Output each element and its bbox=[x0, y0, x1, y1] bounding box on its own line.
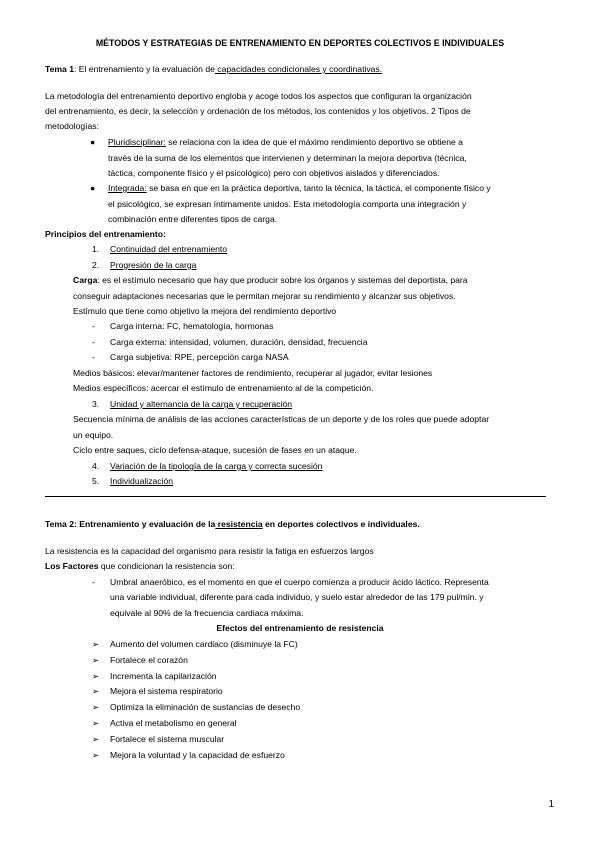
secuencia-line-1: Secuencia mínima de análisis de las acciones características de un deporte y de los roles que puede adoptar bbox=[73, 414, 490, 424]
arrow-icon: ➢ bbox=[92, 750, 100, 760]
carga-externa: Carga externa: intensidad, volumen, duración, densidad, frecuencia bbox=[110, 337, 368, 347]
factores-line bbox=[45, 559, 235, 575]
dash-bullet: - bbox=[92, 577, 95, 587]
efecto-item: Mejora la voluntad y la capacidad de esfuerzo bbox=[110, 750, 285, 760]
dash-bullet: - bbox=[92, 352, 95, 362]
efecto-item: Fortalece el corazón bbox=[110, 655, 188, 665]
efecto-item: Activa el metabolismo en general bbox=[110, 718, 237, 728]
resistencia-definition: La resistencia es la capacidad del organismo para resistir la fatiga en esfuerzos largos bbox=[45, 546, 374, 556]
integ-line-1 bbox=[108, 181, 491, 197]
arrow-icon: ➢ bbox=[92, 702, 100, 712]
intro-line-3: metodologías: bbox=[45, 121, 99, 131]
umbral-line-3: equivale al 90% de la frecuencia cardiaca máxima. bbox=[110, 608, 304, 618]
tema1-heading-link: capacidades condicionales y coordinativas. bbox=[214, 64, 383, 74]
integ-line-3: combinación entre diferentes tipos de carga. bbox=[108, 214, 278, 224]
principle-5: Individualización bbox=[110, 476, 174, 486]
pluri-line-3: táctica, componente físico y el psicológico) pero con objetivos aislados y diferenciados. bbox=[108, 168, 440, 178]
medios-basicos: Medios básicos: elevar/mantener factores de rendimiento, recuperar al jugador, evitar lesiones bbox=[73, 368, 433, 378]
principle-4: Variación de la tipología de la carga y correcta sucesión bbox=[110, 461, 323, 471]
intro-line-2: del entrenamiento, es decir, la selección y ordenación de los métodos, los contenidos y los objetivos. 2 Tipos de bbox=[45, 106, 471, 116]
carga-subjetiva: Carga subjetiva: RPE, percepción carga NASA bbox=[110, 352, 289, 362]
umbral-line-1: Umbral anaeróbico, es el momento en que el cuerpo comienza a producir ácido láctico. Representa bbox=[110, 577, 489, 587]
efecto-item: Optimiza la eliminación de sustancias de desecho bbox=[110, 702, 301, 712]
tema1-heading bbox=[45, 62, 382, 78]
carga-line-2: conseguir adaptaciones necesarias que le permitan mejorar su rendimiento y alcanzar sus objetivos. bbox=[73, 291, 456, 301]
factores-text: que condicionan la resistencia son: bbox=[98, 561, 235, 571]
factores-term: Los Factores bbox=[45, 561, 99, 571]
principle-3-num: 3. bbox=[92, 399, 100, 409]
estimulo-line: Estímulo que tiene como objetivo la mejora del rendimiento deportivo bbox=[73, 306, 337, 316]
carga-interna: Carga interna: FC, hematología, hormonas bbox=[110, 321, 274, 331]
efecto-item: Mejora el sistema respiratorio bbox=[110, 686, 223, 696]
pluri-line-1 bbox=[108, 135, 463, 151]
carga-term: Carga bbox=[73, 275, 98, 285]
bullet-dot: ● bbox=[90, 137, 96, 147]
bullet-dot: ● bbox=[90, 183, 96, 193]
medios-especificos: Medios específicos: acercar el estímulo de entrenamiento al de la competición. bbox=[73, 383, 374, 393]
umbral-line-2: una variable individual, diferente para cada individuo, y suelo estar alrededor de las 179 pul/min. y bbox=[110, 592, 484, 602]
integ-line-2: el psicológico, se expresan íntimamente unidos. Esta metodología comporta una integración y bbox=[108, 199, 467, 209]
arrow-icon: ➢ bbox=[92, 734, 100, 744]
principle-2: Progresión de la carga bbox=[110, 260, 197, 270]
principle-4-num: 4. bbox=[92, 461, 100, 471]
tema2-label: Tema 2: Entrenamiento y evaluación de la bbox=[45, 519, 216, 529]
section-divider bbox=[45, 496, 546, 497]
efecto-item: Fortalece el sistema muscular bbox=[110, 734, 225, 744]
secuencia-line-2: un equipo. bbox=[73, 430, 114, 440]
principle-3: Unidad y alternancia de la carga y recuperación bbox=[110, 399, 293, 409]
pluri-term: Pluridisciplinar: bbox=[108, 137, 166, 147]
tema2-heading bbox=[45, 517, 420, 533]
efecto-item: Aumento del volumen cardiaco (disminuye la FC) bbox=[110, 639, 298, 649]
principle-1-num: 1. bbox=[92, 244, 100, 254]
arrow-icon: ➢ bbox=[92, 655, 100, 665]
tema1-heading-text: : El entrenamiento y la evaluación de bbox=[73, 64, 215, 74]
dash-bullet: - bbox=[92, 337, 95, 347]
carga-line-1 bbox=[73, 273, 468, 289]
arrow-icon: ➢ bbox=[92, 718, 100, 728]
efectos-title: Efectos del entrenamiento de resistencia bbox=[216, 623, 384, 633]
pluri-text: se relaciona con la idea de que el máximo rendimiento deportivo se obtiene a bbox=[165, 137, 463, 147]
efecto-item: Incrementa la capilarización bbox=[110, 671, 217, 681]
tema2-heading-text: en deportes colectivos e individuales. bbox=[262, 519, 420, 529]
document-title: MÉTODOS Y ESTRATEGIAS DE ENTRENAMIENTO EN DEPORTES COLECTIVOS E INDIVIDUALES bbox=[95, 38, 505, 48]
pluri-line-2: través de la suma de los elementos que intervienen y determinan la mejora deportiva (técnica, bbox=[108, 153, 467, 163]
dash-bullet: - bbox=[92, 321, 95, 331]
principios-heading: Principios del entrenamiento: bbox=[45, 229, 166, 239]
integ-term: Integrada: bbox=[108, 183, 147, 193]
principle-5-num: 5. bbox=[92, 476, 100, 486]
principle-2-num: 2. bbox=[92, 260, 100, 270]
principle-1: Continuidad del entrenamiento bbox=[110, 244, 228, 254]
integ-text: se basa en que en la práctica deportiva, tanto la técnica, la táctica, el componente físico y bbox=[146, 183, 491, 193]
arrow-icon: ➢ bbox=[92, 671, 100, 681]
page-number: 1 bbox=[548, 799, 554, 810]
intro-line-1: La metodología del entrenamiento deportivo engloba y acoge todos los aspectos que configuran la organización bbox=[45, 91, 472, 101]
tema2-heading-link: resistencia bbox=[215, 519, 263, 529]
arrow-icon: ➢ bbox=[92, 686, 100, 696]
tema1-label: Tema 1 bbox=[45, 64, 74, 74]
carga-text: : es el estímulo necesario que hay que producir sobre los órganos y sistemas del deportista, para bbox=[97, 275, 468, 285]
arrow-icon: ➢ bbox=[92, 639, 100, 649]
ciclo-line: Ciclo entre saques, ciclo defensa-ataque, sucesión de fases en un ataque. bbox=[73, 445, 357, 455]
